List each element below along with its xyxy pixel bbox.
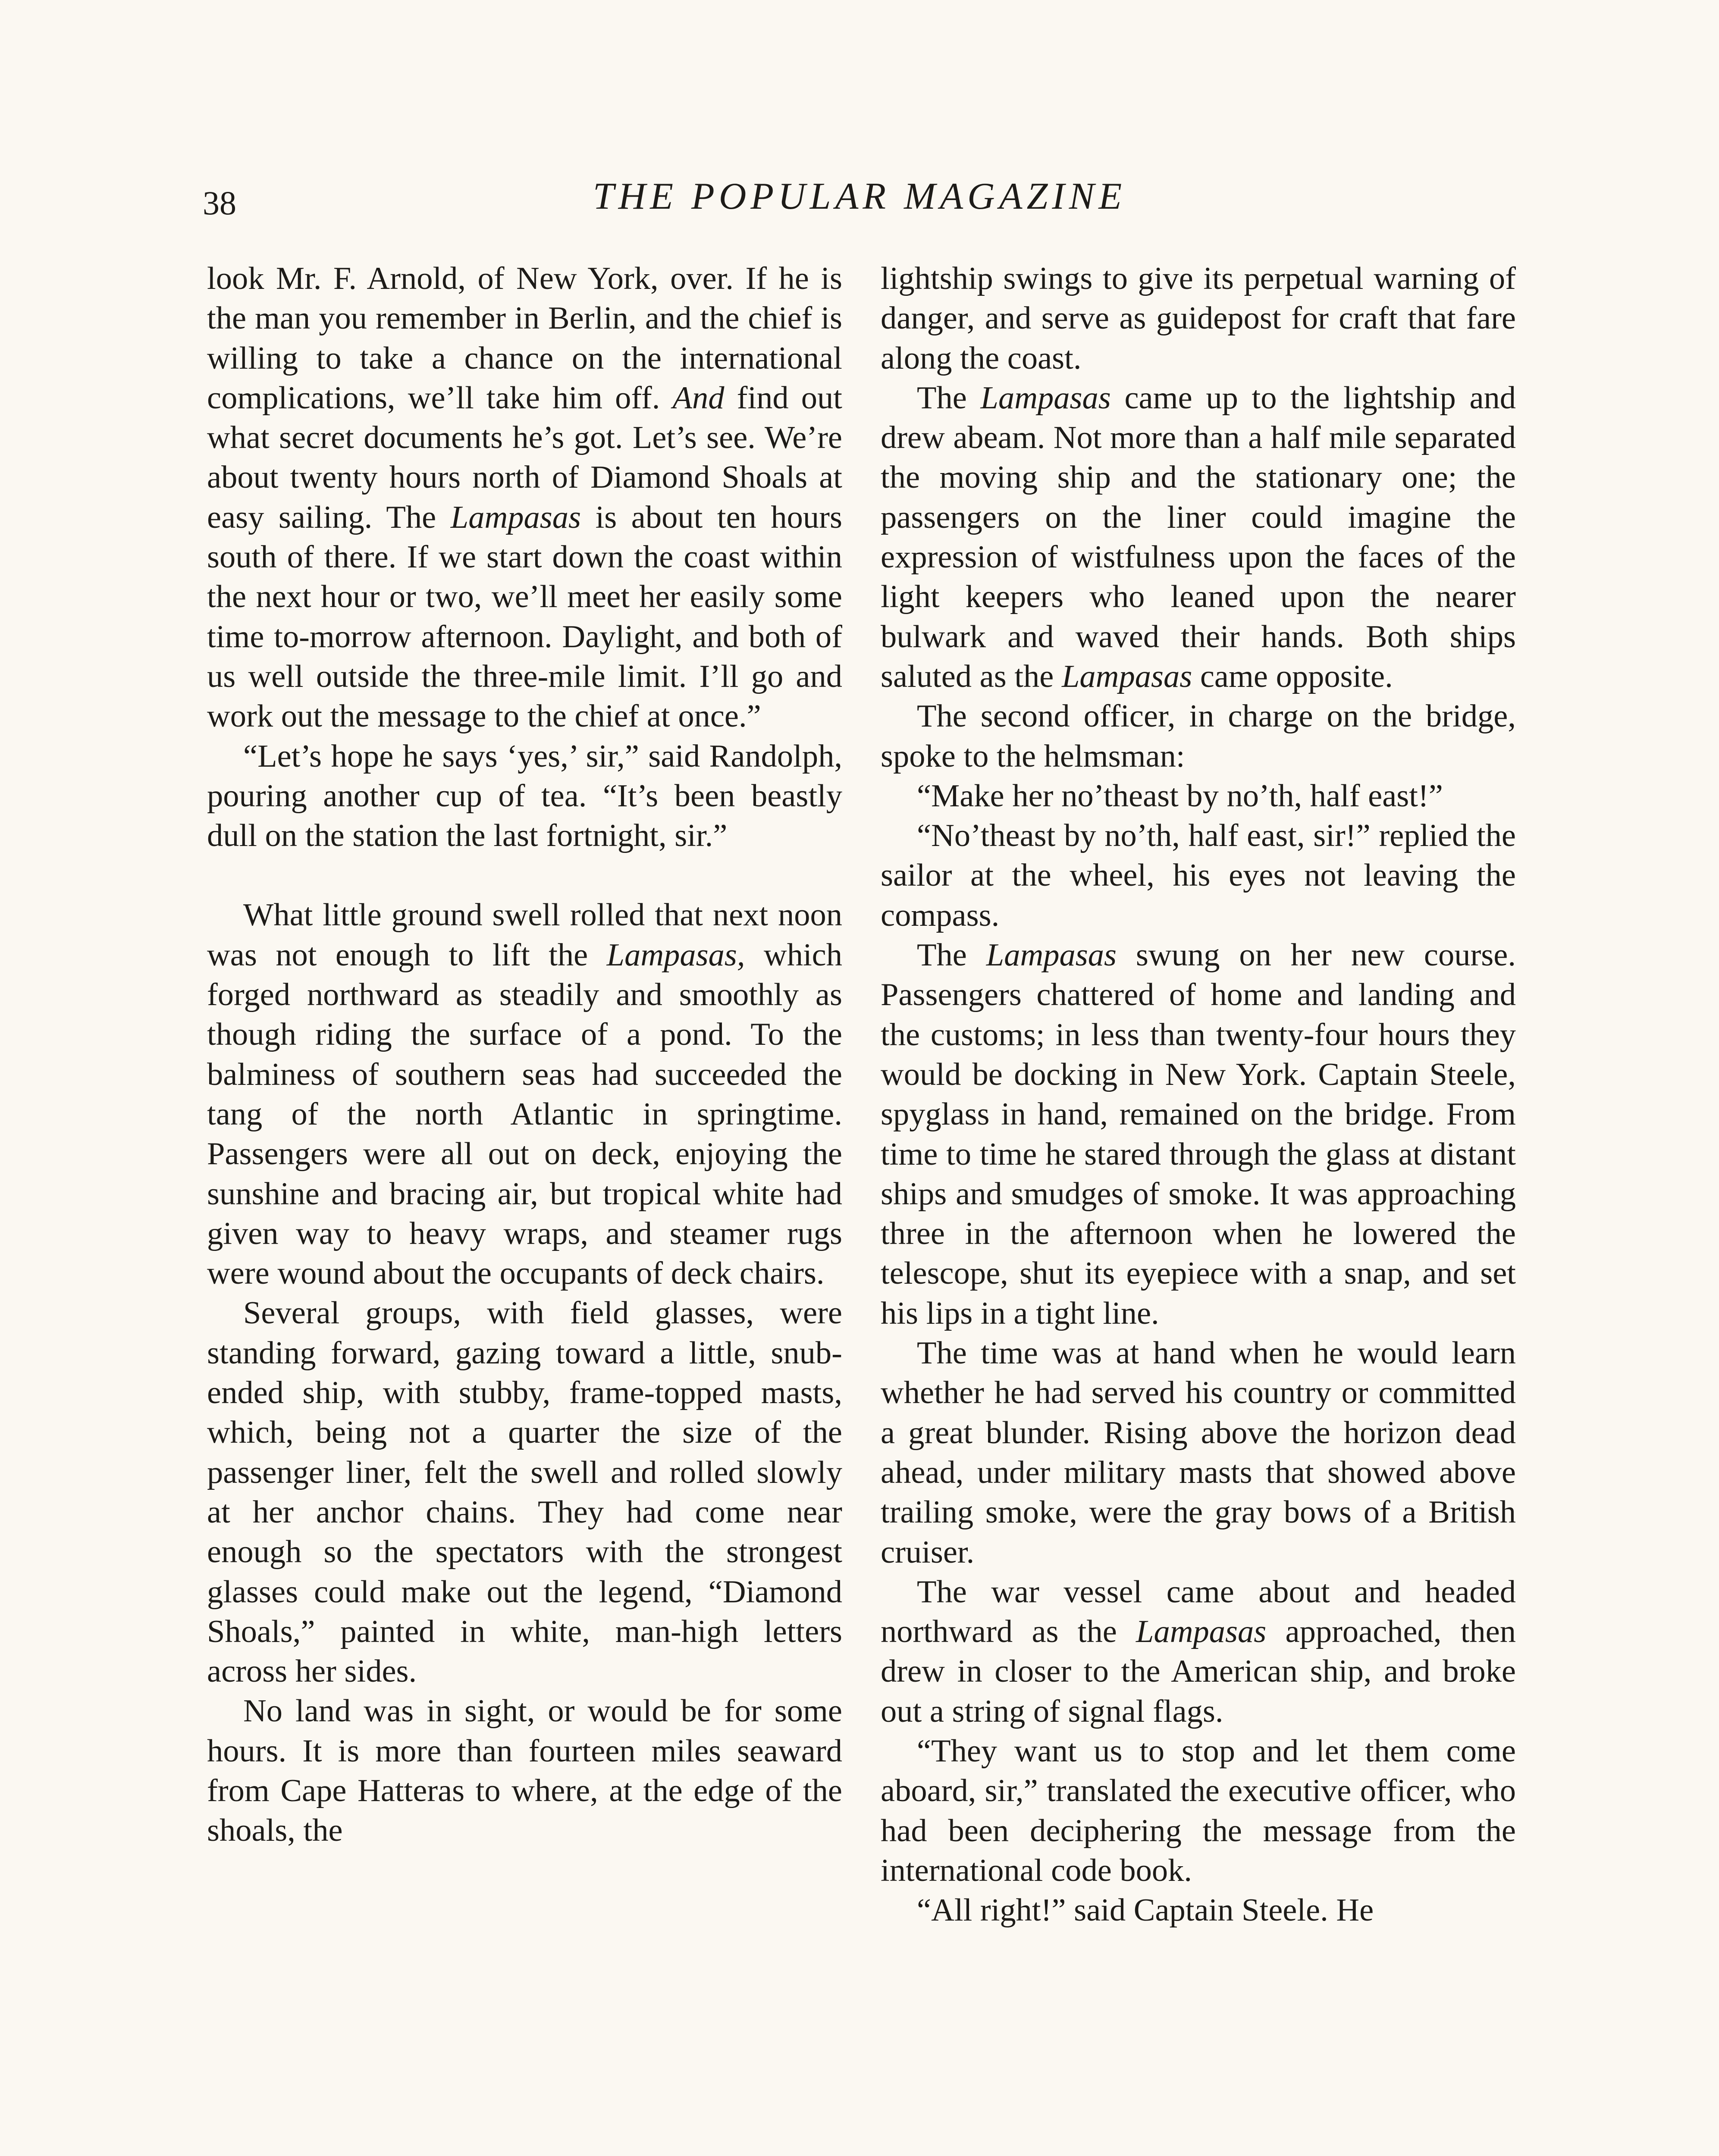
paragraph [881, 696, 1516, 776]
text-run: The [917, 380, 981, 416]
text-run: “No’theast by no’th, half east, sir!” replied the sailor at the wheel, his eyes not leaving the compass. [881, 818, 1516, 933]
text-run: The [917, 937, 986, 973]
paragraph [881, 935, 1516, 1333]
text-column-right [881, 259, 1516, 1930]
text-run: look Mr. F. Arnold, of New York, over. If he is the man you remember in Berlin, and the chief is willing to take a chance on the international complications, we’ll take him off. [207, 261, 842, 416]
text-run: The war vessel came about and headed northward as the [881, 1574, 1516, 1650]
paragraph [881, 1731, 1516, 1890]
paragraph [881, 1572, 1516, 1731]
text-run: came up to the lightship and drew abeam. Not more than a half mile separated the moving ship and the stationary one; the passengers on the liner could imagine the expression of wistfulness upon the faces of the light keepers who leaned upon the nearer bulwark and waved their hands. Both ships saluted as the [881, 380, 1516, 694]
text-run: The second officer, in charge on the bridge, spoke to the helmsman: [881, 699, 1516, 774]
text-run: is about ten hours south of there. If we start down the coast within the next hour or two, we’ll meet her easily some time to-morrow afternoon. Daylight, and both of us well outside the three-mile limit. I’ll go and work out the message to the chief at once.” [207, 499, 842, 734]
paragraph [207, 736, 842, 856]
text-run: “Make her no’theast by no’th, half east!” [917, 778, 1443, 814]
text-column-left [207, 259, 842, 1851]
text-run: No land was in sight, or would be for some hours. It is more than fourteen miles seaward from Cape Hatteras to where, at the edge of the shoals, the [207, 1693, 842, 1849]
italic-text: Lampasas [980, 380, 1111, 416]
paragraph [207, 1691, 842, 1850]
text-run: “Let’s hope he says ‘yes,’ sir,” said Randolph, pouring another cup of tea. “It’s been beastly dull on the station the last fortnight, sir.” [207, 738, 842, 854]
text-run: swung on her new course. Passengers chattered of home and landing and the customs; in less than twenty-four hours they would be docking in New York. Captain Steele, spyglass in hand, remained on the bridge. From time to time he stared through the glass at distant ships and smudges of smoke. It was approaching three in the afternoon when he lowered the telescope, shut its eyepiece with a snap, and set his lips in a tight line. [881, 937, 1516, 1331]
italic-text: Lampasas [986, 937, 1117, 973]
paragraph [881, 378, 1516, 696]
italic-text: Lampasas [1061, 658, 1192, 694]
paragraph [881, 1890, 1516, 1930]
paragraph [207, 895, 842, 1293]
text-run: which forged northward as steadily and smoothly as though riding the surface of a pond. To the balminess of southern seas had succeeded the tang of the north Atlantic in springtime. Passengers were all out on deck, enjoying the sunshine and bracing air, but tropical white had given way to heavy wraps, and steamer rugs were wound about the occupants of deck chairs. [207, 937, 842, 1291]
italic-text: Lampasas, [606, 937, 745, 973]
running-title: THE POPULAR MAGAZINE [593, 175, 1126, 217]
text-run: The time was at hand when he would learn whether he had served his country or committed a great blunder. Rising above the horizon dead ahead, under military masts that showed above trailing smoke, were the gray bows of a British cruiser. [881, 1335, 1516, 1570]
paragraph [881, 816, 1516, 935]
paragraph [881, 1333, 1516, 1572]
paragraph [207, 1293, 842, 1691]
text-run: find out what secret documents he’s got. Let’s see. We’re about twenty hours north of Diamond Shoals at easy sailing. The [207, 380, 842, 535]
paragraph [207, 259, 842, 736]
paragraph [881, 259, 1516, 378]
text-run: “All right!” said Captain Steele. He [917, 1893, 1374, 1928]
text-run: What little ground swell rolled that next noon was not enough to lift the [207, 897, 842, 973]
italic-text: Lampasas [1136, 1614, 1267, 1650]
text-run: lightship swings to give its perpetual warning of danger, and serve as guidepost for craft that fare along the coast. [881, 261, 1516, 376]
text-run: came opposite. [1192, 658, 1393, 694]
text-run: “They want us to stop and let them come aboard, sir,” translated the executive officer, who had been deciphering the message from the international code book. [881, 1733, 1516, 1888]
page-number: 38 [203, 184, 236, 222]
italic-text: Lampasas [450, 499, 581, 535]
italic-text: And [672, 380, 725, 416]
paragraph [881, 776, 1516, 816]
text-run: Several groups, with field glasses, were standing forward, gazing toward a little, snub-ended ship, with stubby, frame-topped masts, which, being not a quarter the size of the passenger liner, felt the swell and rolled slowly at her anchor chains. They had come near enough so the spectators with the strongest glasses could make out the legend, “Diamond Shoals,” painted in white, man-high letters across her sides. [207, 1295, 842, 1689]
text-run: approached, then drew in closer to the American ship, and broke out a string of signal flags. [881, 1614, 1516, 1729]
